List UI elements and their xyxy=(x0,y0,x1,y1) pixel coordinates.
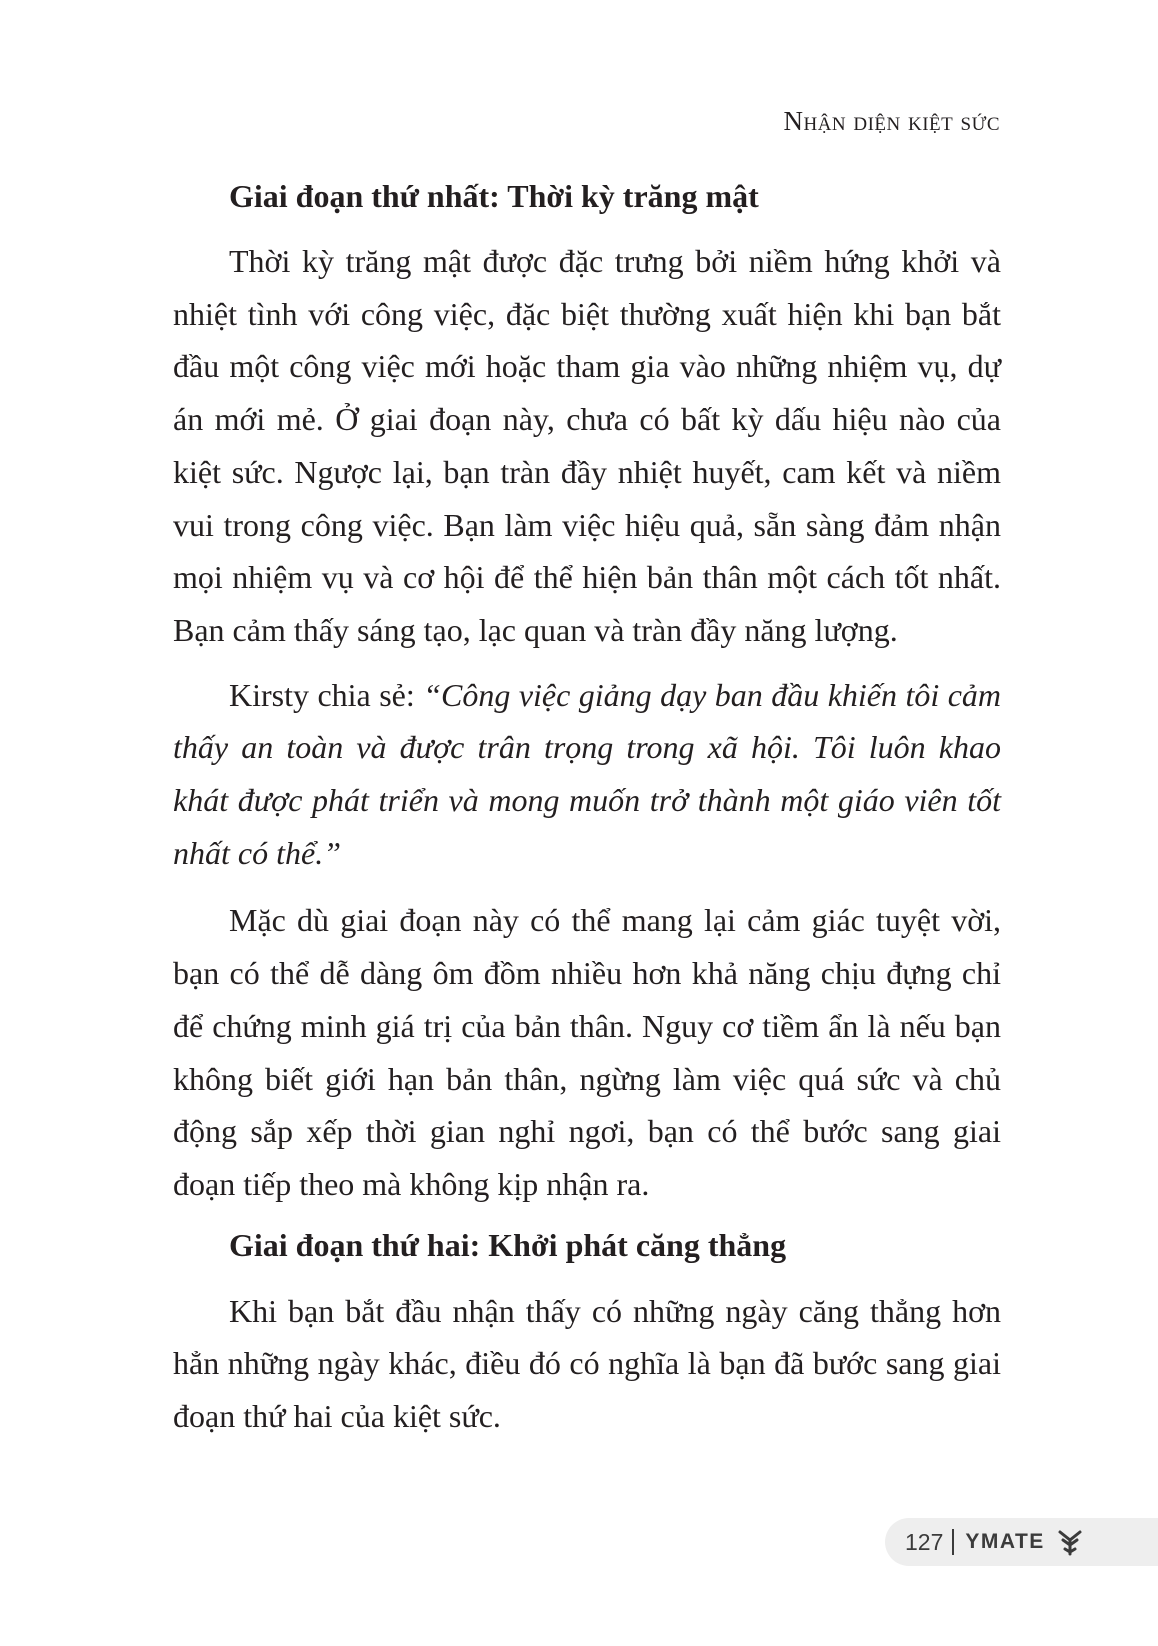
stage2-body: Khi bạn bắt đầu nhận thấy có những ngày căng thẳng hơn hẳn những ngày khác, điều đó có nghĩa là bạn đã bước sang giai đoạn thứ hai của kiệt sức. xyxy=(173,1292,1001,1435)
stage1-body: Thời kỳ trăng mật được đặc trưng bởi niềm hứng khởi và nhiệt tình với công việc, đặc biệt thường xuất hiện khi bạn bắt đầu một công việc mới hoặc tham gia vào những nhiệm vụ, dự án mới mẻ. Ở giai đoạn này, chưa có bất kỳ dấu hiệu nào của kiệt sức. Ngược lại, bạn tràn đầy nhiệt huyết, cam kết và niềm vui trong công việc. Bạn làm việc hiệu quả, sẵn sàng đảm nhận mọi nhiệm vụ và cơ hội để thể hiện bản thân một cách tốt nhất. Bạn cảm thấy sáng tạo, lạc quan và tràn đầy năng lượng. xyxy=(173,243,1001,648)
running-head: Nhận diện kiệt sức xyxy=(783,106,1000,136)
footer-divider xyxy=(952,1529,954,1555)
page-footer xyxy=(885,1518,1158,1566)
ymate-logo-icon xyxy=(1055,1527,1085,1557)
stage1-warning: Mặc dù giai đoạn này có thể mang lại cảm giác tuyệt vời, bạn có thể dễ dàng ôm đồm nhiều hơn khả năng chịu đựng chỉ để chứng minh giá trị của bản thân. Nguy cơ tiềm ẩn là nếu bạn không biết giới hạn bản thân, ngừng làm việc quá sức và chủ động sắp xếp thời gian nghỉ ngơi, bạn có thể bước sang giai đoạn tiếp theo mà không kịp nhận ra. xyxy=(173,902,1001,1202)
brand-name: YMATE xyxy=(965,1530,1045,1553)
page-number: 127 xyxy=(905,1528,944,1555)
stage1-heading: Giai đoạn thứ nhất: Thời kỳ trăng mật xyxy=(229,178,759,214)
page-content xyxy=(173,170,1001,1443)
stage2-heading: Giai đoạn thứ hai: Khởi phát căng thẳng xyxy=(229,1226,787,1263)
quote-paragraph xyxy=(173,669,1001,880)
quote-intro: Kirsty chia sẻ: xyxy=(229,676,424,713)
quote-text: “Công việc giảng dạy ban đầu khiến tôi cảm thấy an toàn và được trân trọng trong xã hội. Tôi luôn khao khát được phát triển và mong muốn trở thành một giáo viên tốt nhất có thể.” xyxy=(173,676,1002,871)
